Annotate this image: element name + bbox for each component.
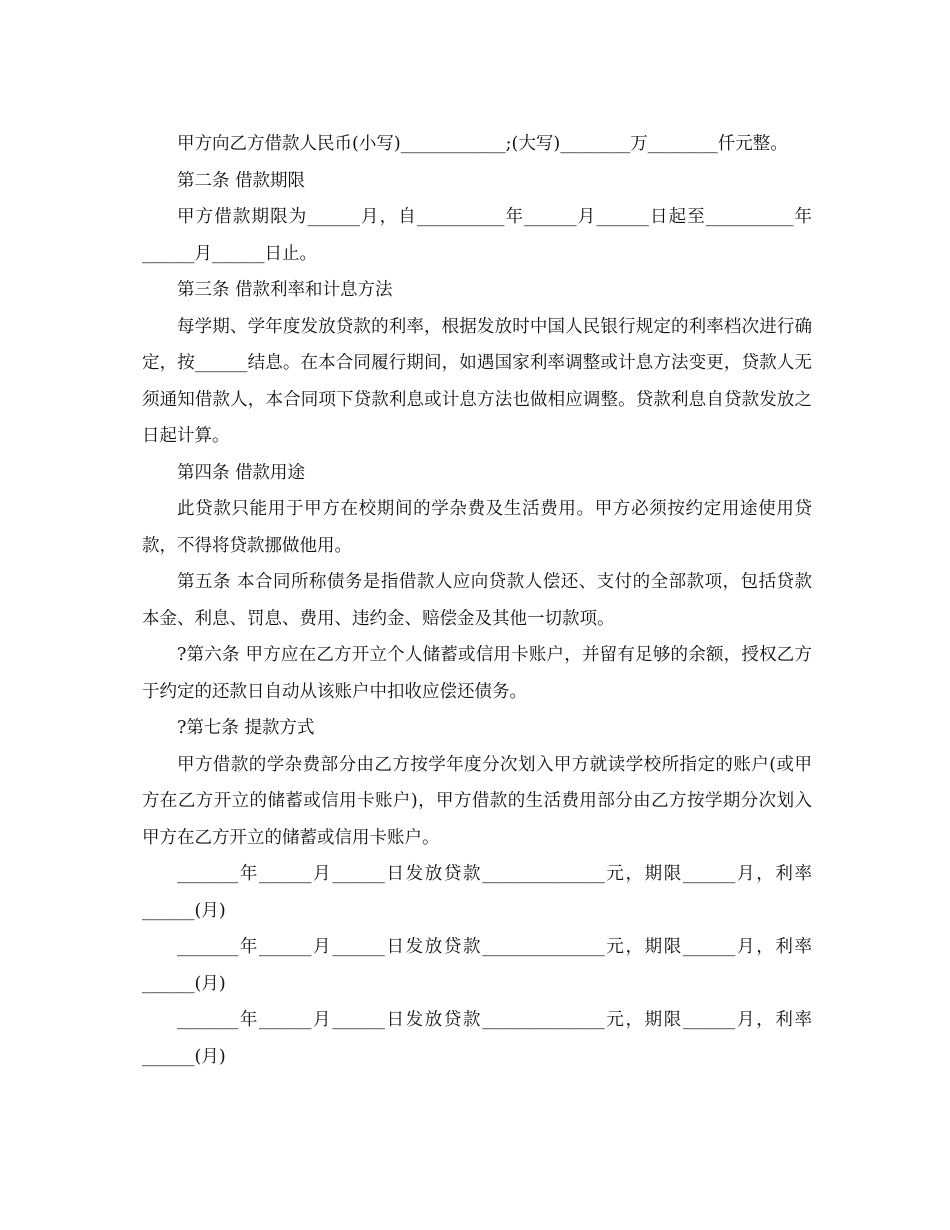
- loan-term-paragraph: 甲方借款期限为______月，自__________年______月______日起至__________年______月______日止。: [142, 207, 812, 264]
- article-3-heading: 第三条 借款利率和计息方法: [177, 280, 393, 300]
- loan-amount-paragraph: 甲方向乙方借款人民币(小写)____________;(大写)________万________仟元整。: [177, 134, 788, 154]
- article-6-paragraph: ?第六条 甲方应在乙方开立个人储蓄或信用卡账户，并留有足够的余额，授权乙方于约定的还款日自动从该账户中扣收应偿还债务。: [142, 645, 812, 702]
- disbursement-line: _______年______月______日发放贷款______________元，期限______月，利率______(月): [142, 937, 812, 994]
- disbursement-line: _______年______月______日发放贷款______________元，期限______月，利率______(月): [142, 864, 812, 921]
- article-5-paragraph: 第五条 本合同所称债务是指借款人应向贷款人偿还、支付的全部款项，包括贷款本金、利息、罚息、费用、违约金、赔偿金及其他一切款项。: [142, 572, 812, 629]
- contract-body: [142, 126, 812, 1075]
- interest-rate-paragraph: 每学期、学年度发放贷款的利率，根据发放时中国人民银行规定的利率档次进行确定，按______结息。在本合同履行期间，如遇国家利率调整或计息方法变更，贷款人无须通知借款人，本合同项下贷款利息或计息方法也做相应调整。贷款利息自贷款发放之日起计算。: [142, 316, 812, 446]
- loan-purpose-paragraph: 此贷款只能用于甲方在校期间的学杂费及生活费用。甲方必须按约定用途使用贷款，不得将贷款挪做他用。: [142, 499, 812, 556]
- article-4-heading: 第四条 借款用途: [177, 462, 306, 483]
- disbursement-line: _______年______月______日发放贷款______________元，期限______月，利率______(月): [142, 1010, 812, 1067]
- article-2-heading: 第二条 借款期限: [177, 170, 306, 191]
- article-7-heading: ?第七条 提款方式: [177, 718, 315, 738]
- withdrawal-method-paragraph: 甲方借款的学杂费部分由乙方按学年度分次划入甲方就读学校所指定的账户(或甲方在乙方开立的储蓄或信用卡账户)，甲方借款的生活费用部分由乙方按学期分次划入甲方在乙方开立的储蓄或信用卡账户。: [142, 754, 812, 848]
